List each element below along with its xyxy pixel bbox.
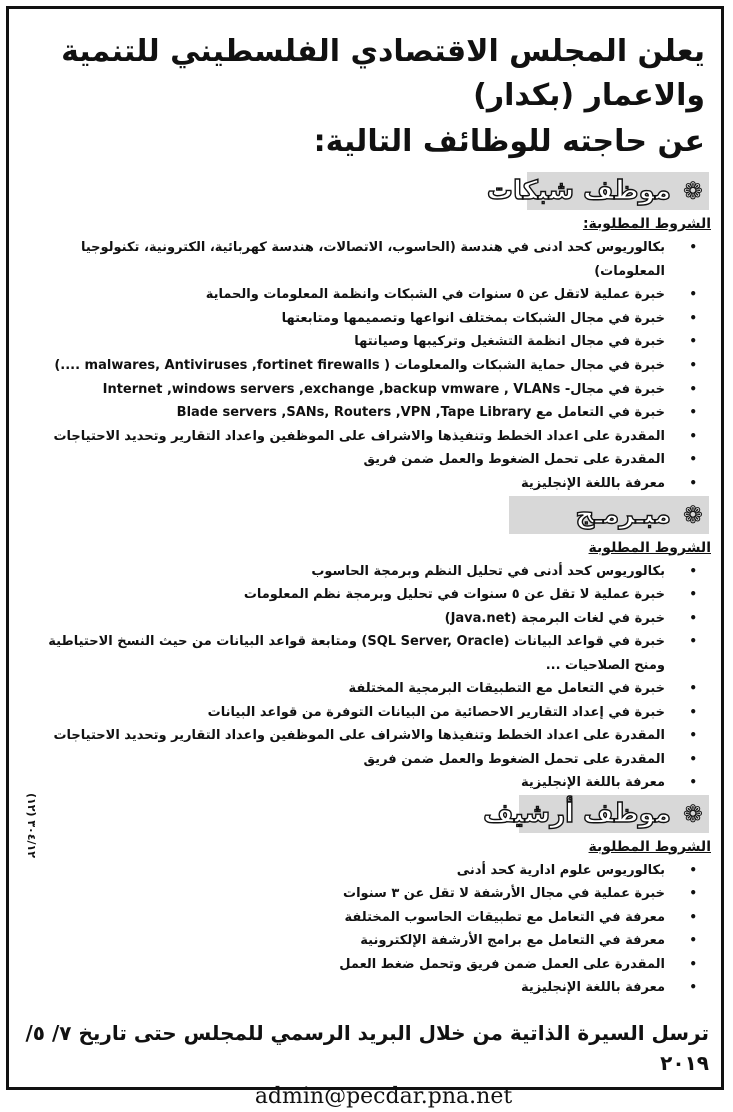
list-item: • خبرة في قواعد البيانات (SQL Server, Oracle) ومتابعة قواعد البيانات من حيث النسخ الاحتياطية ومنح الصلاحيات ...: [16, 630, 665, 677]
bullet-icon: •: [689, 475, 697, 490]
bullet-icon: •: [689, 452, 697, 467]
list-item: • معرفة باللغة الإنجليزية: [16, 472, 665, 496]
star-flower-icon: ❁: [682, 799, 703, 828]
bullet-icon: •: [689, 933, 697, 948]
list-item: • خبرة في مجال الشبكات بمختلف انواعها وتصميمها ومتابعتها: [16, 307, 665, 331]
requirements-list: [16, 859, 711, 1000]
headline-line-2: عن حاجته للوظائف التالية:: [313, 124, 705, 159]
contact-email[interactable]: admin@pecdar.pna.net: [254, 1083, 513, 1109]
bullet-icon: •: [689, 862, 697, 877]
list-item: • المقدرة على تحمل الضغوط والعمل ضمن فريق: [16, 748, 665, 772]
bullet-icon: •: [689, 956, 697, 971]
list-item: • خبرة عملية لاتقل عن ٥ سنوات في الشبكات وانظمة المعلومات والحماية: [16, 283, 665, 307]
list-item: • معرفة باللغة الإنجليزية: [16, 771, 665, 795]
bullet-icon: •: [689, 909, 697, 924]
bullet-icon: •: [689, 751, 697, 766]
bullet-icon: •: [689, 610, 697, 625]
list-item: • بكالوريوس علوم ادارية كحد أدنى: [16, 859, 665, 883]
headline-line-1: يعلن المجلس الاقتصادي الفلسطيني للتنمية والاعمار (بكدار): [61, 34, 705, 113]
section-programmer: [16, 496, 711, 795]
list-item: • المقدرة على اعداد الخطط وتنفيذها والاشراف على الموظفين واعداد التقارير وتحديد الاحتياجات: [16, 425, 665, 449]
bullet-icon: •: [689, 681, 697, 696]
list-item: • المقدرة على تحمل الضغوط والعمل ضمن فريق: [16, 448, 665, 472]
requirements-heading: الشروط المطلوبة:: [582, 216, 711, 232]
list-item: • بكالوريوس كحد أدنى في تحليل النظم وبرمجة الحاسوب: [16, 560, 665, 584]
requirements-heading: الشروط المطلوبة: [588, 539, 711, 556]
list-item: • خبرة في لغات البرمجة (Java.net): [16, 607, 665, 631]
list-item: • بكالوريوس كحد ادنى في هندسة (الحاسوب، الاتصالات، هندسة كهربائية، الكترونية، تكنولوجيا المعلومات): [16, 236, 665, 283]
star-flower-icon: ❁: [682, 500, 703, 529]
bullet-icon: •: [689, 775, 697, 790]
list-item: • معرفة باللغة الإنجليزية: [16, 976, 665, 1000]
ad-reference-code: ٣٠٤/١٢ (١٢): [25, 792, 38, 858]
bullet-icon: •: [689, 634, 697, 649]
bullet-icon: •: [689, 334, 697, 349]
section-title-bar: [486, 172, 709, 210]
ad-content: [16, 30, 711, 1112]
list-item: • خبرة في التعامل مع Blade servers ,SANs, Routers ,VPN ,Tape Library: [16, 401, 665, 425]
list-item: • المقدرة على العمل ضمن فريق وتحمل ضغط العمل: [16, 953, 665, 977]
requirements-heading: الشروط المطلوبة: [588, 838, 711, 855]
section-title-bar: [483, 795, 709, 833]
section-network-officer: [16, 172, 711, 496]
submission-instructions: ترسل السيرة الذاتية من خلال البريد الرسمي للمجلس حتى تاريخ ٧/ ٥/ ٢٠١٩: [25, 1020, 709, 1075]
bullet-icon: •: [689, 240, 697, 254]
bullet-icon: •: [689, 704, 697, 719]
bullet-icon: •: [689, 886, 697, 901]
bullet-icon: •: [689, 728, 697, 743]
list-item: • خبرة عملية لا تقل عن ٥ سنوات في تحليل وبرمجة نظم المعلومات: [16, 583, 665, 607]
list-item: • خبرة في مجال انظمة التشغيل وتركيبها وصيانتها: [16, 330, 665, 354]
list-item: • خبرة في مجال حماية الشبكات والمعلومات ( malwares, Antiviruses ,fortinet firewalls ....): [16, 354, 665, 378]
bullet-icon: •: [689, 287, 697, 302]
list-item: • خبرة في إعداد التقارير الاحصائية من البيانات التوفرة من قواعد البيانات: [16, 701, 665, 725]
list-item: • معرفة في التعامل مع تطبيقات الحاسوب المختلفة: [16, 906, 665, 930]
bullet-icon: •: [689, 587, 697, 602]
bullet-icon: •: [689, 428, 697, 443]
requirements-list: [16, 560, 711, 795]
section-archive-officer: [16, 795, 711, 1000]
requirements-list: [16, 236, 711, 496]
bullet-icon: •: [689, 310, 697, 325]
list-item: • المقدرة على اعداد الخطط وتنفيذها والاشراف على الموظفين واعداد التقارير وتحديد الاحتياجات: [16, 724, 665, 748]
section-title: مبـرمـج: [575, 499, 671, 530]
list-item: • خبرة في التعامل مع التطبيقات البرمجية المختلفة: [16, 677, 665, 701]
list-item: • خبرة عملية في مجال الأرشفة لا تقل عن ٣ سنوات: [16, 882, 665, 906]
list-item: • خبرة في مجال- Internet ,windows servers ,exchange ,backup vmware , VLANs: [16, 378, 665, 402]
section-title: موظف أرشيف: [483, 798, 671, 829]
bullet-icon: •: [689, 405, 697, 420]
star-flower-icon: ❁: [682, 177, 703, 205]
bullet-icon: •: [689, 357, 697, 372]
bullet-icon: •: [689, 980, 697, 995]
bullet-icon: •: [689, 381, 697, 396]
bullet-icon: •: [689, 563, 697, 578]
list-item: • معرفة في التعامل مع برامج الأرشفة الإلكترونية: [16, 929, 665, 953]
section-title-bar: [509, 496, 709, 534]
section-title: موظف شبكات: [486, 176, 671, 206]
